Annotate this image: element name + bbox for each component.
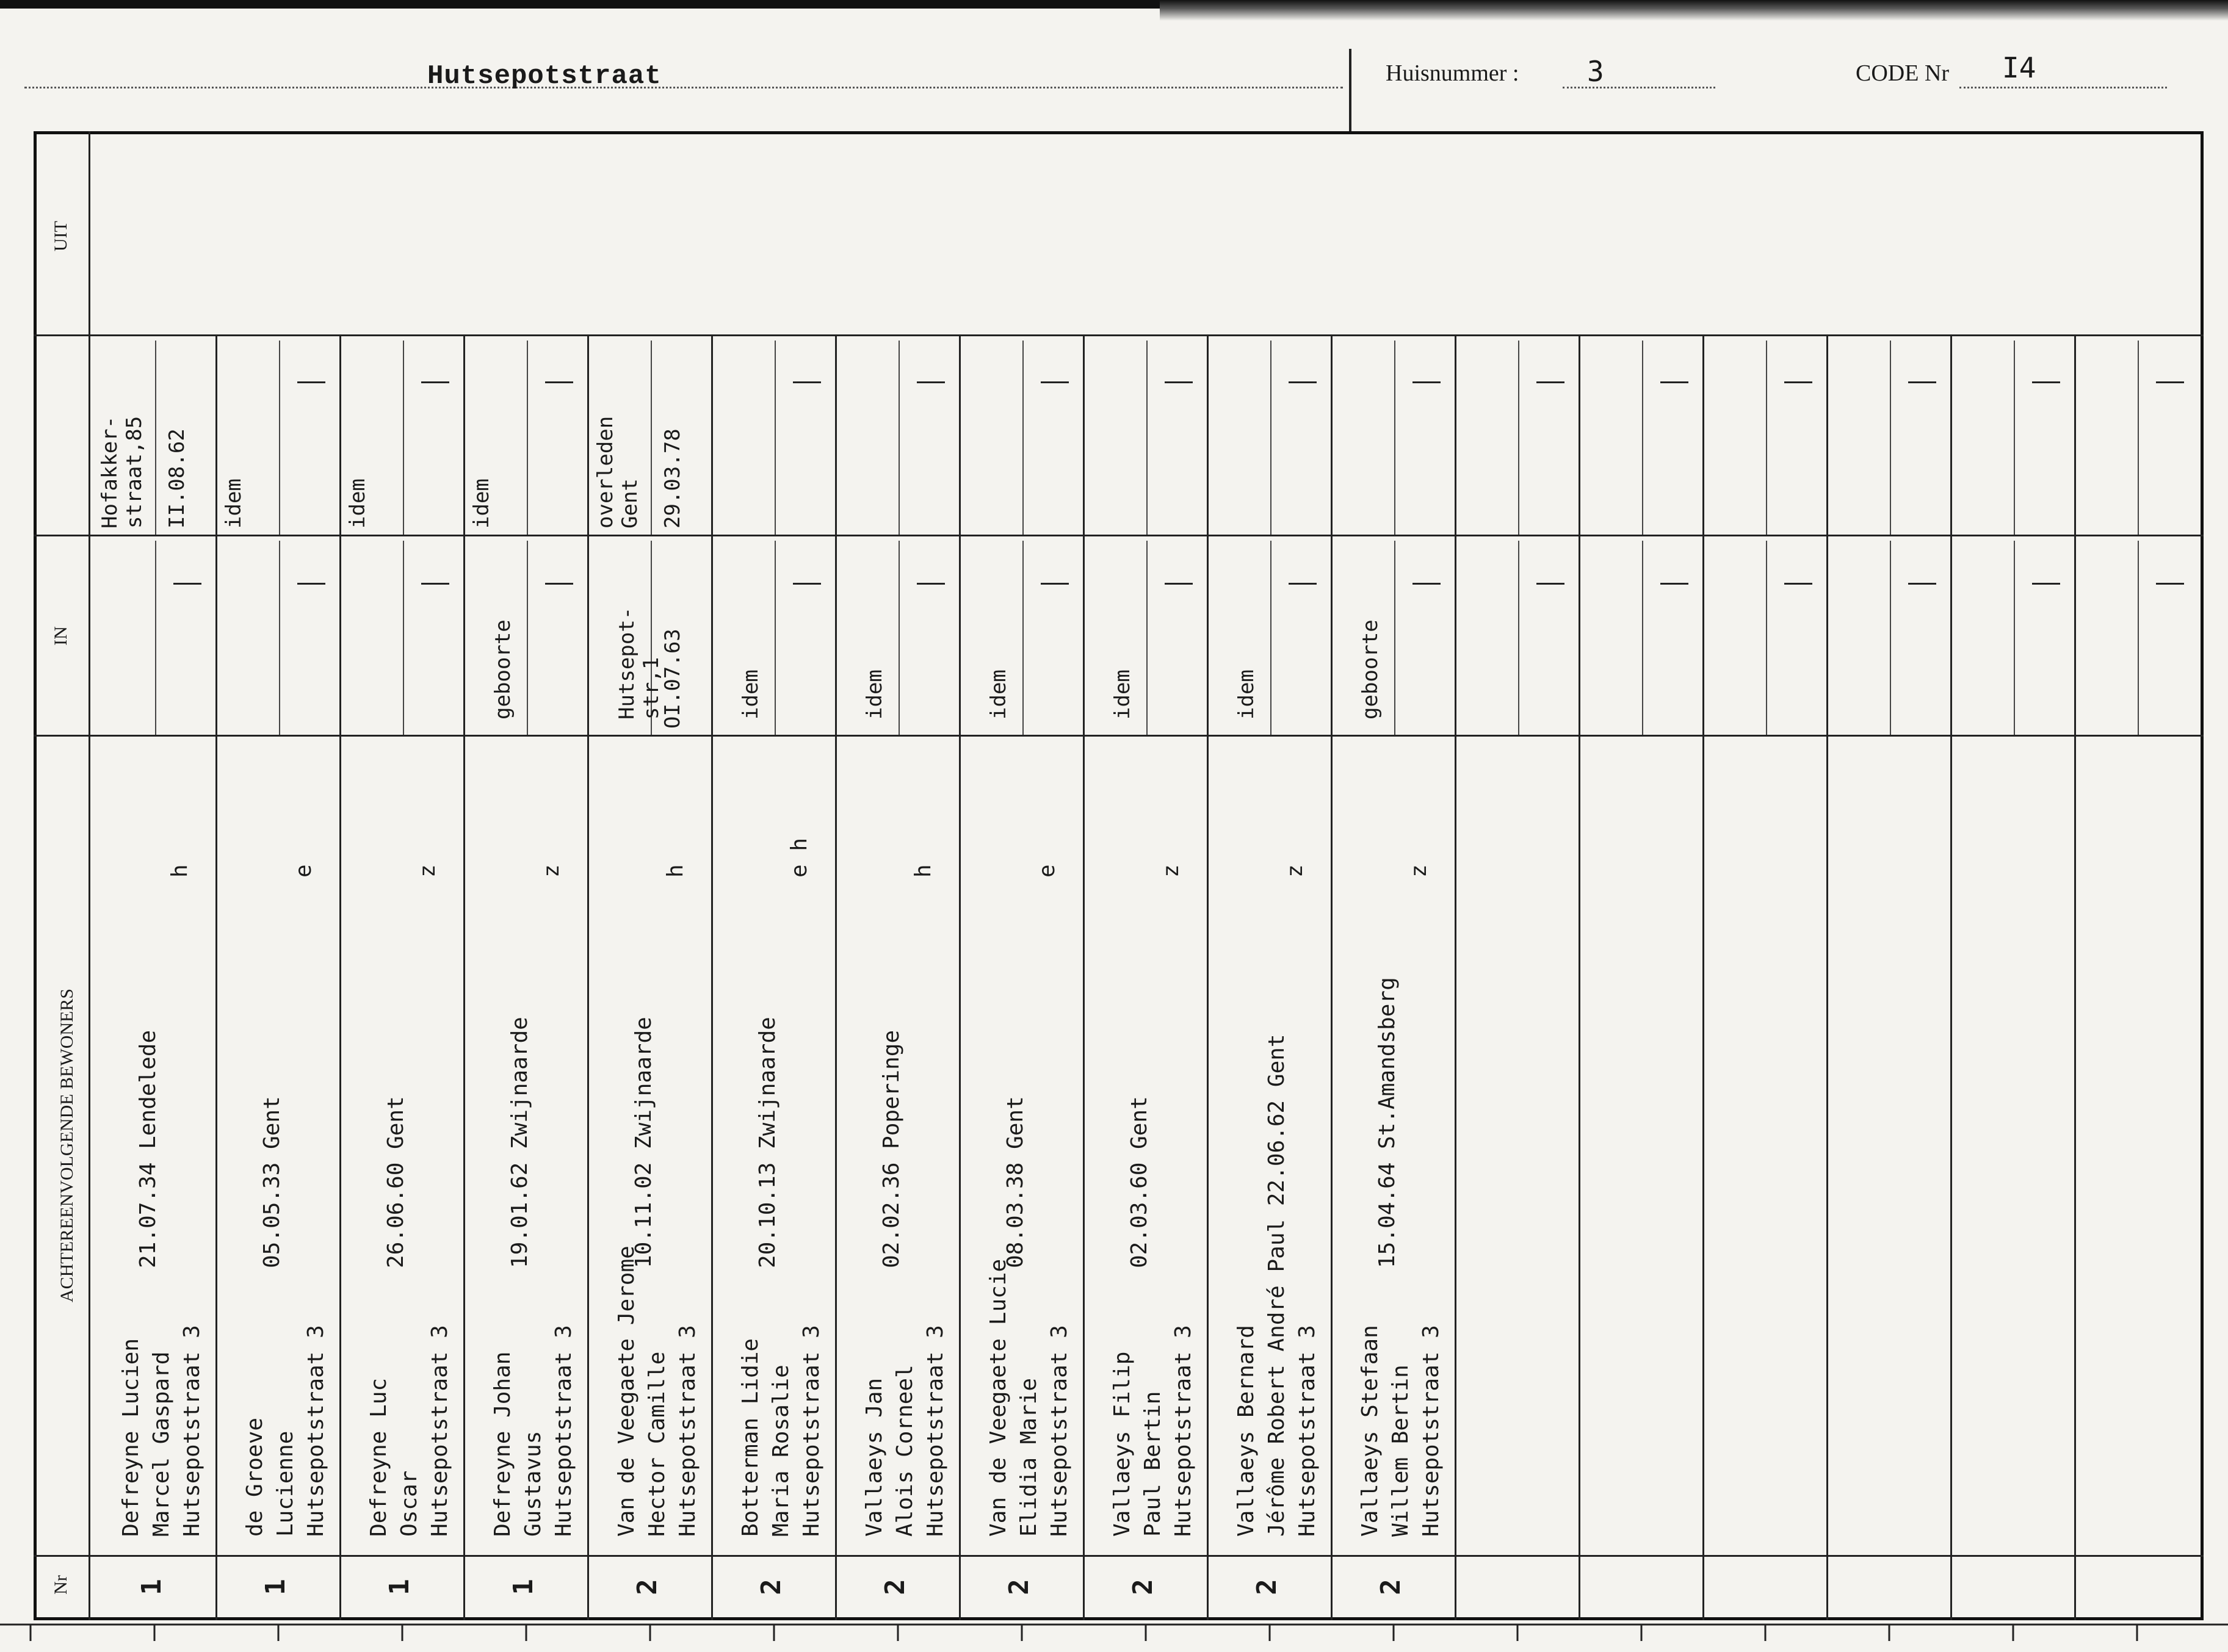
in-top-rule <box>34 535 2204 536</box>
uit-subdivider <box>1146 341 1148 535</box>
in-dash <box>1412 583 1441 585</box>
resident-birth-date-place: 21.07.34 Lendelede <box>136 1030 161 1268</box>
uit-subdivider <box>1518 341 1519 535</box>
resident-entry <box>1107 753 1199 1537</box>
resident-given-names: Jérôme Robert André Paul 22.06.62 Gent <box>1264 1034 1289 1537</box>
resident-surname: de Groeve <box>242 1417 267 1537</box>
column-rule <box>463 334 465 1620</box>
resident-address: Hutsepotstraat 3 <box>551 1325 576 1537</box>
in-entry: idem <box>1234 669 1259 720</box>
resident-role-mark: h <box>663 864 688 878</box>
uit-dash <box>1412 381 1441 383</box>
resident-role-mark: e h <box>787 837 812 878</box>
in-subdivider <box>1518 541 1519 735</box>
in-dash <box>917 583 945 585</box>
resident-address: Hutsepotstraat 3 <box>1047 1325 1072 1537</box>
column-rule <box>1579 334 1580 1620</box>
column-rule <box>215 334 217 1620</box>
in-subdivider <box>403 541 404 735</box>
uit-subdivider <box>527 341 528 535</box>
in-entry: geboorte <box>491 619 515 720</box>
uit-dash <box>545 381 573 383</box>
resident-role-mark: e <box>1035 864 1060 878</box>
resident-role-mark: z <box>1406 864 1431 878</box>
in-entry: Hutsepot- str,1 <box>615 607 664 720</box>
resident-birth-date-place: 08.03.38 Gent <box>1003 1096 1028 1268</box>
in-subdivider <box>1022 541 1024 735</box>
in-dash <box>2156 583 2184 585</box>
in-dash <box>421 583 449 585</box>
column-rule <box>959 334 961 1620</box>
huisnummer-dotted-line <box>1563 87 1715 88</box>
in-entry: idem <box>739 669 763 720</box>
uit-dash <box>1041 381 1069 383</box>
in-dash <box>1660 583 1688 585</box>
uit-subdivider <box>2138 341 2139 535</box>
in-subdivider <box>2138 541 2139 735</box>
in-subdivider <box>1766 541 1767 735</box>
in-subdivider <box>1146 541 1148 735</box>
resident-surname: Vallaeys Bernard <box>1234 1325 1259 1537</box>
uit-top-rule <box>34 334 2204 336</box>
uit-entry: idem <box>345 478 370 528</box>
resident-given-names: Gustavus <box>521 1430 546 1537</box>
code-value: I4 <box>2002 51 2036 84</box>
in-date: OI.07.63 <box>660 629 685 729</box>
in-dash <box>1536 583 1564 585</box>
uit-subdivider <box>775 341 776 535</box>
resident-number: 1 <box>259 1579 291 1595</box>
column-rule <box>339 334 341 1620</box>
column-rule <box>2074 334 2076 1620</box>
uit-subdivider <box>2014 341 2015 535</box>
uit-dash <box>297 381 325 383</box>
resident-birth-date-place: 02.02.36 Poperinge <box>879 1030 904 1268</box>
column-rule <box>1455 334 1456 1620</box>
resident-address: Hutsepotstraat 3 <box>923 1325 948 1537</box>
street-dotted-line <box>24 87 1343 88</box>
resident-birth-date-place: 02.03.60 Gent <box>1127 1096 1152 1268</box>
in-subdivider <box>1642 541 1643 735</box>
resident-birth-date-place: 26.06.60 Gent <box>383 1096 408 1268</box>
uit-entry: overleden Gent <box>593 416 642 528</box>
resident-role-mark: z <box>1159 864 1184 878</box>
resident-entry <box>116 753 208 1537</box>
in-entry: idem <box>986 669 1011 720</box>
resident-entry <box>859 753 951 1537</box>
uit-date: 29.03.78 <box>660 428 685 528</box>
column-rule <box>1950 334 1952 1620</box>
resident-given-names: Maria Rosalie <box>769 1365 794 1537</box>
in-subdivider <box>279 541 280 735</box>
resident-number: 1 <box>507 1579 539 1595</box>
in-subdivider <box>2014 541 2015 735</box>
resident-given-names: Willem Bertin <box>1388 1365 1413 1537</box>
huisnummer-value: 3 <box>1587 55 1604 88</box>
resident-surname: Defreyne Johan <box>490 1351 515 1537</box>
resident-given-names: Marcel Gaspard <box>149 1351 174 1537</box>
resident-number: 1 <box>136 1579 167 1595</box>
resident-surname: Vallaeys Filip <box>1110 1351 1135 1537</box>
resident-surname: Vallaeys Stefaan <box>1358 1325 1383 1537</box>
huisnummer-label: Huisnummer : <box>1386 60 1519 86</box>
scan-edge-shadow <box>1160 0 2228 21</box>
in-dash <box>1165 583 1193 585</box>
in-dash <box>173 583 201 585</box>
uit-entry: idem <box>469 478 494 528</box>
uit-dash <box>1289 381 1317 383</box>
uit-subdivider <box>1890 341 1891 535</box>
in-dash <box>297 583 325 585</box>
resident-number: 2 <box>631 1579 663 1595</box>
resident-given-names: Paul Bertin <box>1140 1391 1165 1537</box>
in-dash <box>1908 583 1936 585</box>
resident-given-names: Oscar <box>397 1470 422 1537</box>
resident-role-mark: h <box>911 864 936 878</box>
resident-address: Hutsepotstraat 3 <box>179 1325 204 1537</box>
resident-entry <box>488 753 579 1537</box>
bewoners-label: ACHTEREENVOLGENDE BEWONERS <box>57 988 77 1303</box>
uit-dash <box>793 381 821 383</box>
uit-subdivider <box>155 341 156 535</box>
resident-birth-date-place: 05.05.33 Gent <box>259 1096 284 1268</box>
uit-dash <box>2156 381 2184 383</box>
uit-entry: Hofakker- straat,85 <box>98 416 146 528</box>
uit-subdivider <box>1270 341 1271 535</box>
uit-subdivider <box>651 341 652 535</box>
resident-address: Hutsepotstraat 3 <box>799 1325 824 1537</box>
uit-dash <box>1660 381 1688 383</box>
in-subdivider <box>775 541 776 735</box>
uit-subdivider <box>279 341 280 535</box>
resident-number: 2 <box>755 1579 787 1595</box>
label-column-divider <box>89 131 90 1620</box>
in-dash <box>545 583 573 585</box>
nr-top-rule <box>34 1555 2204 1557</box>
resident-number: 1 <box>383 1579 415 1595</box>
in-dash <box>1289 583 1317 585</box>
in-dash <box>2032 583 2060 585</box>
column-rule <box>1702 334 1704 1620</box>
resident-given-names: Alois Corneel <box>892 1365 917 1537</box>
resident-role-mark: h <box>167 864 192 878</box>
in-entry: geboorte <box>1358 619 1383 720</box>
resident-given-names: Lucienne <box>273 1430 298 1537</box>
uit-subdivider <box>1022 341 1024 535</box>
in-label: IN <box>51 626 71 646</box>
column-rule <box>1207 334 1209 1620</box>
resident-given-names: Elidia Marie <box>1016 1377 1041 1537</box>
in-subdivider <box>1270 541 1271 735</box>
uit-dash <box>1165 381 1193 383</box>
column-rule <box>1083 334 1085 1620</box>
resident-entry <box>1355 753 1447 1537</box>
uit-subdivider <box>1766 341 1767 535</box>
resident-entry <box>1231 753 1323 1537</box>
in-entry: idem <box>863 669 887 720</box>
in-dash <box>1041 583 1069 585</box>
in-dash <box>1784 583 1812 585</box>
resident-surname: Van de Veegaete Lucie <box>986 1258 1011 1537</box>
resident-surname: Botterman Lidie <box>738 1338 763 1537</box>
uit-dash <box>1908 381 1936 383</box>
resident-entry <box>983 753 1075 1537</box>
resident-role-mark: e <box>291 864 316 878</box>
bottom-edge-ticks <box>0 1622 2228 1641</box>
in-subdivider <box>1890 541 1891 735</box>
resident-entry <box>736 753 827 1537</box>
in-dash <box>793 583 821 585</box>
column-rule <box>587 334 589 1620</box>
resident-address: Hutsepotstraat 3 <box>1171 1325 1196 1537</box>
uit-label: UIT <box>51 221 71 251</box>
resident-address: Hutsepotstraat 3 <box>427 1325 452 1537</box>
resident-surname: Van de Veegaete Jerome <box>614 1246 639 1537</box>
resident-surname: Vallaeys Jan <box>862 1377 887 1537</box>
resident-number: 2 <box>879 1579 911 1595</box>
code-label: CODE Nr <box>1856 60 1950 86</box>
uit-dash <box>917 381 945 383</box>
bewoners-top-rule <box>34 735 2204 737</box>
resident-birth-date-place: 10.11.02 Zwijnaarde <box>631 1017 656 1268</box>
resident-number: 2 <box>1003 1579 1035 1595</box>
resident-birth-date-place: 20.10.13 Zwijnaarde <box>755 1017 780 1268</box>
resident-address: Hutsepotstraat 3 <box>675 1325 700 1537</box>
uit-subdivider <box>1642 341 1643 535</box>
uit-subdivider <box>899 341 900 535</box>
uit-subdivider <box>403 341 404 535</box>
resident-address: Hutsepotstraat 3 <box>303 1325 328 1537</box>
uit-dash <box>2032 381 2060 383</box>
form-header <box>24 46 2197 132</box>
resident-role-mark: z <box>1282 864 1308 878</box>
resident-surname: Defreyne Lucien <box>118 1338 143 1537</box>
street-name: Hutsepotstraat <box>427 61 662 92</box>
code-dotted-line <box>1959 87 2167 88</box>
resident-entry <box>612 753 703 1537</box>
uit-entry: idem <box>222 478 246 528</box>
resident-birth-date-place: 19.01.62 Zwijnaarde <box>507 1017 532 1268</box>
uit-date: II.08.62 <box>165 428 189 528</box>
resident-address: Hutsepotstraat 3 <box>1419 1325 1444 1537</box>
resident-number: 2 <box>1251 1579 1282 1595</box>
uit-dash <box>421 381 449 383</box>
resident-entry <box>240 753 331 1537</box>
uit-dash <box>1784 381 1812 383</box>
nr-label: Nr <box>51 1575 71 1595</box>
in-subdivider <box>155 541 156 735</box>
resident-birth-date-place: 15.04.64 St.Amandsberg <box>1375 977 1400 1268</box>
header-divider <box>1349 49 1351 131</box>
in-entry: idem <box>1110 669 1135 720</box>
uit-dash <box>1536 381 1564 383</box>
resident-address: Hutsepotstraat 3 <box>1295 1325 1320 1537</box>
column-rule <box>1826 334 1828 1620</box>
in-subdivider <box>1394 541 1395 735</box>
column-rule <box>835 334 837 1620</box>
resident-surname: Defreyne Luc <box>366 1377 391 1537</box>
column-rule <box>1331 334 1333 1620</box>
resident-role-mark: z <box>415 864 440 878</box>
uit-subdivider <box>1394 341 1395 535</box>
in-subdivider <box>527 541 528 735</box>
resident-given-names: Hector Camille <box>645 1351 670 1537</box>
resident-role-mark: z <box>539 864 564 878</box>
column-rule <box>711 334 713 1620</box>
in-subdivider <box>899 541 900 735</box>
resident-number: 2 <box>1375 1579 1406 1595</box>
resident-entry <box>364 753 455 1537</box>
resident-number: 2 <box>1127 1579 1159 1595</box>
